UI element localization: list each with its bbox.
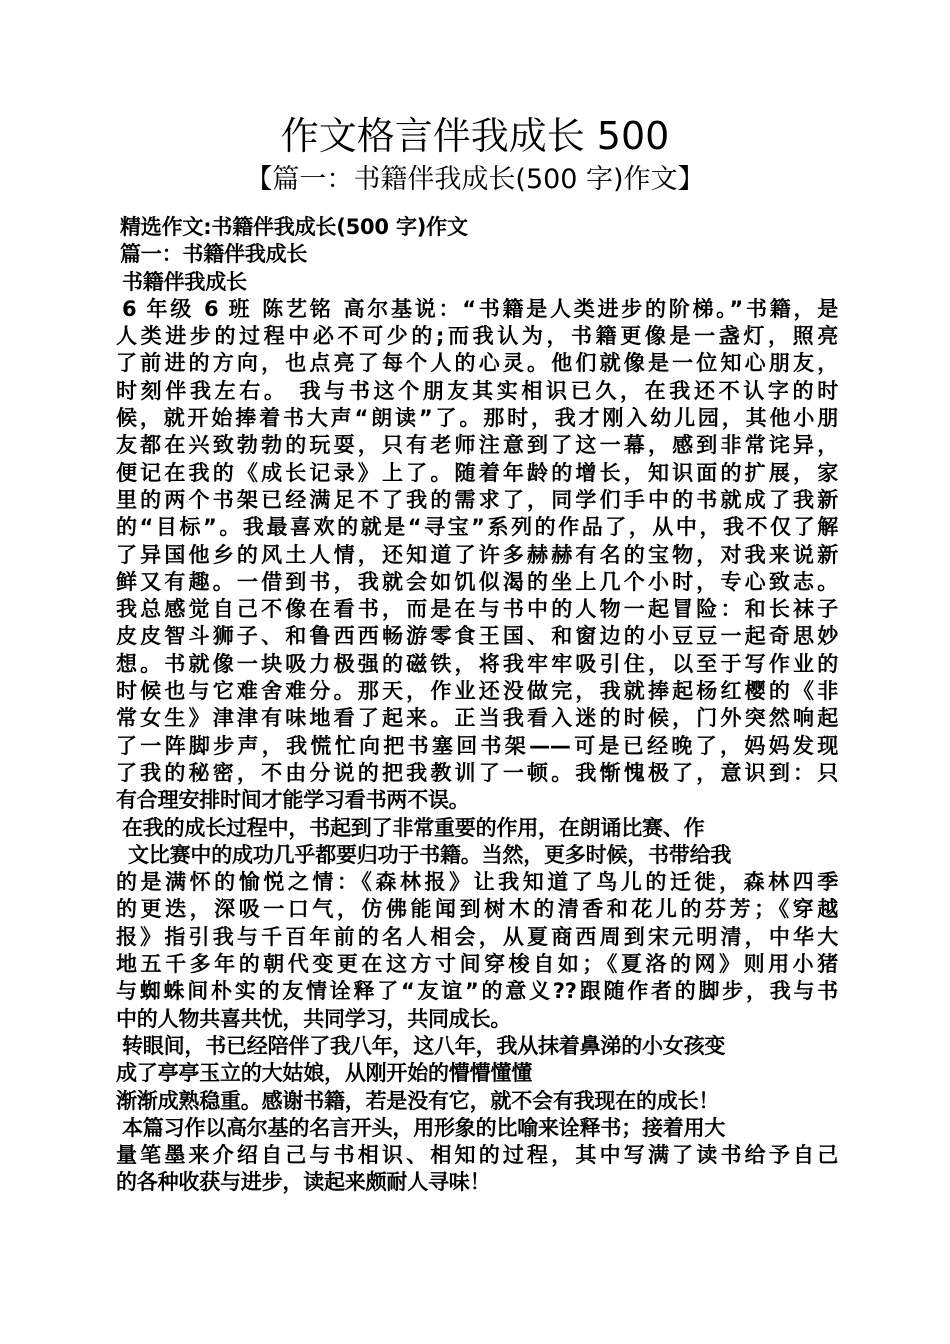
article-line: 成了亭亭玉立的大姑娘，从刚开始的懵懵懂懂 bbox=[116, 1061, 532, 1086]
article-line: 篇一：书籍伴我成长 bbox=[120, 242, 308, 267]
article-line: 候，就开始捧着书大声“朗读”了。那时，我才刚入幼儿园，其他小朋 bbox=[116, 406, 838, 431]
article-line: 了异国他乡的风土人情，还知道了许多赫赫有名的宝物，对我来说新 bbox=[116, 542, 838, 567]
article-line: 鲜又有趣。一借到书，我就会如饥似渴的坐上几个小时，专心致志。 bbox=[116, 569, 838, 594]
article-line: 了前进的方向，也点亮了每个人的心灵。他们就像是一位知心朋友， bbox=[116, 351, 838, 376]
article-line: 时刻伴我左右。 我与书这个朋友其实相识已久，在我还不认字的时 bbox=[116, 378, 838, 403]
article-line: 转眼间，书已经陪伴了我八年，这八年，我从抹着鼻涕的小女孩变 bbox=[122, 1033, 726, 1058]
article-line: 地五千多年的朝代变更在这方寸间穿梭自如；《夏洛的网》则用小猪 bbox=[116, 952, 838, 977]
article-line: 时候也与它难舍难分。那天，作业还没做完，我就捧起杨红樱的《非 bbox=[116, 679, 838, 704]
article-line: 的更迭，深吸一口气，仿佛能闻到树木的清香和花儿的芬芳；《穿越 bbox=[116, 897, 838, 922]
document-subtitle: 【篇一：书籍伴我成长(500 字)作文】 bbox=[245, 164, 705, 195]
article-line: 人类进步的过程中必不可少的;而我认为，书籍更像是一盏灯，照亮 bbox=[116, 324, 838, 349]
article-line: 里的两个书架已经满足不了我的需求了，同学们手中的书就成了我新 bbox=[116, 487, 838, 512]
article-body bbox=[116, 214, 838, 1197]
article-line: 了我的秘密，不由分说的把我教训了一顿。我惭愧极了，意识到：只 bbox=[116, 760, 838, 785]
article-line: 与蜘蛛间朴实的友情诠释了“友谊”的意义??跟随作者的脚步，我与书 bbox=[116, 979, 838, 1004]
article-line: 中的人物共喜共忧，共同学习，共同成长。 bbox=[116, 1006, 512, 1031]
article-line: 常女生》津津有味地看了起来。正当我看入迷的时候，门外突然响起 bbox=[116, 706, 838, 731]
article-line: 量笔墨来介绍自己与书相识、相知的过程，其中写满了读书给予自己 bbox=[116, 1143, 838, 1168]
article-line: 的“目标”。我最喜欢的就是“寻宝”系列的作品了，从中，我不仅了解 bbox=[116, 515, 838, 540]
article-line: 友都在兴致勃勃的玩耍，只有老师注意到了这一幕，感到非常诧异， bbox=[116, 433, 838, 458]
article-line: 文比赛中的成功几乎都要归功于书籍。当然，更多时候，书带给我 bbox=[128, 842, 732, 867]
article-line: 了一阵脚步声，我慌忙向把书塞回书架——可是已经晚了，妈妈发现 bbox=[116, 733, 838, 758]
article-line: 的是满怀的愉悦之情：《森林报》让我知道了鸟儿的迁徙，森林四季 bbox=[116, 870, 838, 895]
article-line: 便记在我的《成长记录》上了。随着年龄的增长，知识面的扩展，家 bbox=[116, 460, 838, 485]
article-line: 想。书就像一块吸力极强的磁铁，将我牢牢吸引住，以至于写作业的 bbox=[116, 651, 838, 676]
article-line: 本篇习作以高尔基的名言开头，用形象的比喻来诠释书；接着用大 bbox=[122, 1115, 726, 1140]
article-line: 在我的成长过程中，书起到了非常重要的作用，在朗诵比赛、作 bbox=[122, 815, 705, 840]
document-title: 作文格言伴我成长 500 bbox=[280, 114, 670, 158]
article-line: 的各种收获与进步，读起来颇耐人寻味！ bbox=[116, 1170, 491, 1195]
article-line: 报》指引我与千百年前的名人相会，从夏商西周到宋元明清，中华大 bbox=[116, 924, 838, 949]
article-line: 渐渐成熟稳重。感谢书籍，若是没有它，就不会有我现在的成长！ bbox=[116, 1088, 720, 1113]
article-line: 书籍伴我成长 bbox=[122, 269, 247, 294]
article-line: 6 年级 6 班 陈艺铭 高尔基说：“书籍是人类进步的阶梯。”书籍，是 bbox=[122, 296, 838, 321]
article-line: 我总感觉自己不像在看书，而是在与书中的人物一起冒险：和长袜子 bbox=[116, 597, 838, 622]
article-line: 精选作文:书籍伴我成长(500 字)作文 bbox=[120, 215, 468, 239]
article-line: 有合理安排时间才能学习看书两不误。 bbox=[116, 788, 470, 813]
article-line: 皮皮智斗狮子、和鲁西西畅游零食王国、和窗边的小豆豆一起奇思妙 bbox=[116, 624, 838, 649]
